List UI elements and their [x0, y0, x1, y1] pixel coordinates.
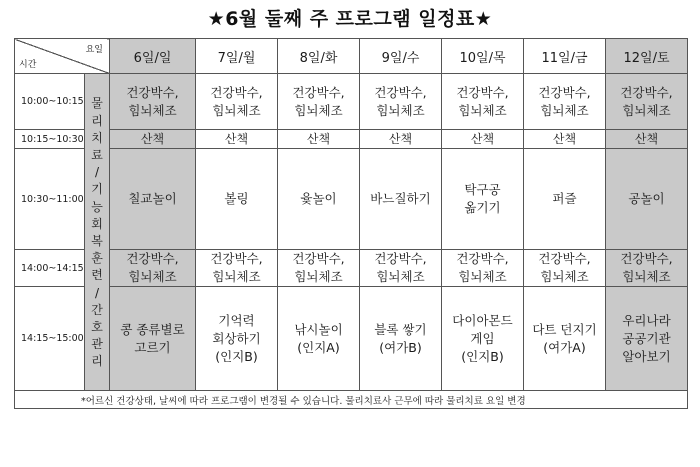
program-cell: 블록 쌓기 (여가B): [360, 287, 442, 391]
program-cell: 건강박수, 힘뇌체조: [524, 74, 606, 130]
program-cell: 산책: [442, 130, 524, 149]
program-cell: 우리나라 공공기관 알아보기: [606, 287, 688, 391]
program-cell: 건강박수, 힘뇌체조: [196, 74, 278, 130]
schedule-row: [15, 287, 688, 391]
program-cell: 칠교놀이: [110, 149, 196, 250]
program-cell: 다트 던지기 (여가A): [524, 287, 606, 391]
program-cell: 탁구공 옮기기: [442, 149, 524, 250]
program-cell: 건강박수, 힘뇌체조: [606, 250, 688, 287]
program-cell: 산책: [278, 130, 360, 149]
time-slot: 10:30~11:00: [15, 149, 85, 250]
program-cell: 다이아몬드 게임 (인지B): [442, 287, 524, 391]
program-cell: 산책: [524, 130, 606, 149]
schedule-row: [15, 74, 688, 130]
day-header-sat: 12일/토: [606, 39, 688, 74]
day-header-thu: 10일/목: [442, 39, 524, 74]
program-cell: 건강박수, 힘뇌체조: [360, 74, 442, 130]
schedule-row: [15, 250, 688, 287]
program-cell: 건강박수, 힘뇌체조: [360, 250, 442, 287]
footnote: *어르신 건강상태, 날씨에 따라 프로그램이 변경될 수 있습니다. 물리치료사 근무에 따라 물리치료 요일 변경: [15, 391, 688, 409]
program-cell: 건강박수, 힘뇌체조: [110, 74, 196, 130]
program-cell: 산책: [606, 130, 688, 149]
program-cell: 건강박수, 힘뇌체조: [110, 250, 196, 287]
footnote-row: [15, 391, 688, 409]
page-title: ★6월 둘째 주 프로그램 일정표★: [207, 8, 493, 30]
program-cell: 건강박수, 힘뇌체조: [278, 74, 360, 130]
program-cell: 산책: [360, 130, 442, 149]
program-cell: 건강박수, 힘뇌체조: [442, 74, 524, 130]
time-slot: 14:15~15:00: [15, 287, 85, 391]
program-cell: 퍼즐: [524, 149, 606, 250]
time-slot: 10:00~10:15: [15, 74, 85, 130]
program-cell: 건강박수, 힘뇌체조: [442, 250, 524, 287]
program-cell: 콩 종류별로 고르기: [110, 287, 196, 391]
program-cell: 건강박수, 힘뇌체조: [606, 74, 688, 130]
day-header-tue: 8일/화: [278, 39, 360, 74]
program-cell: 낚시놀이 (인지A): [278, 287, 360, 391]
program-cell: 산책: [110, 130, 196, 149]
corner-time-label: 시간: [19, 60, 37, 70]
schedule-row: [15, 130, 688, 149]
schedule-row: [15, 149, 688, 250]
time-slot: 10:15~10:30: [15, 130, 85, 149]
program-cell: 볼링: [196, 149, 278, 250]
corner-header: [15, 39, 110, 74]
program-cell: 바느질하기: [360, 149, 442, 250]
day-header-fri: 11일/금: [524, 39, 606, 74]
day-header-sun: 6일/일: [110, 39, 196, 74]
program-cell: 산책: [196, 130, 278, 149]
day-header-wed: 9일/수: [360, 39, 442, 74]
program-cell: 건강박수, 힘뇌체조: [196, 250, 278, 287]
side-category-label: 물 리 치 료 / 기 능 회 복 훈 련 / 간 호 관 리: [85, 74, 110, 391]
program-cell: 건강박수, 힘뇌체조: [524, 250, 606, 287]
header-row: [15, 39, 688, 74]
program-cell: 윷놀이: [278, 149, 360, 250]
schedule-table: [14, 38, 688, 409]
program-cell: 공놀이: [606, 149, 688, 250]
day-header-mon: 7일/월: [196, 39, 278, 74]
time-slot: 14:00~14:15: [15, 250, 85, 287]
program-cell: 기억력 회상하기 (인지B): [196, 287, 278, 391]
corner-day-label: 요일: [85, 45, 103, 55]
program-cell: 건강박수, 힘뇌체조: [278, 250, 360, 287]
